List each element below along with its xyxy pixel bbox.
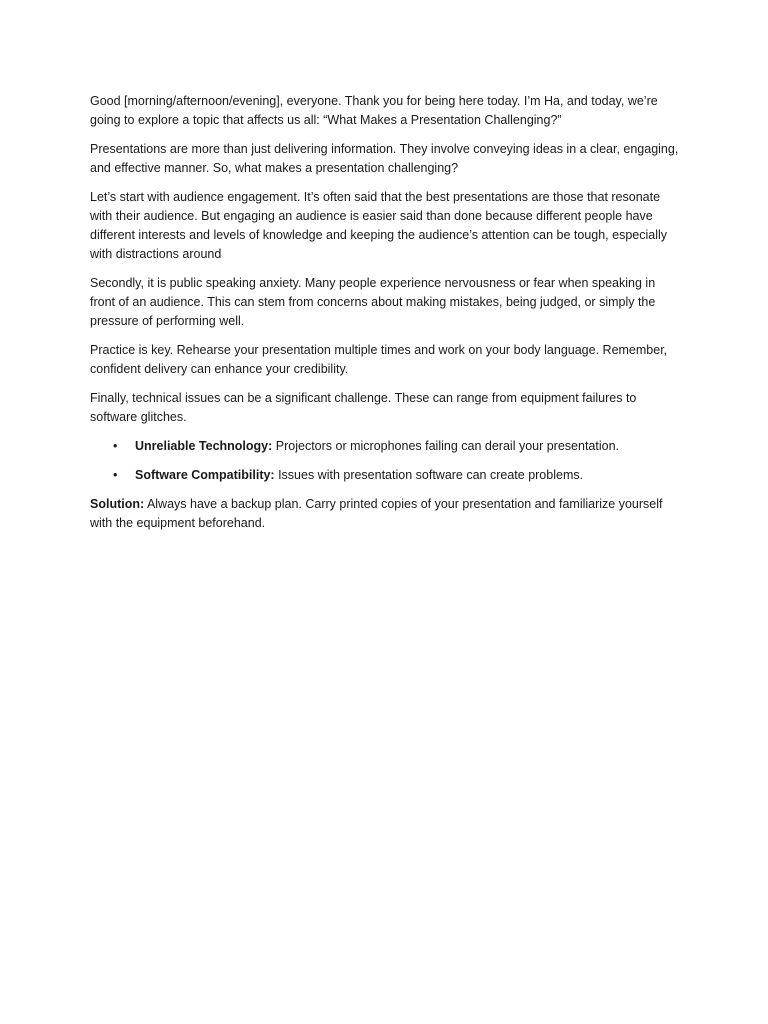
paragraph-practice: Practice is key. Rehearse your presentation multiple times and work on your body language. Remember, confident delivery can enhance your credibility. [90, 343, 668, 376]
paragraph-presentations: Presentations are more than just delivering information. They involve conveying ideas in a clear, engaging, and effective manner. So, what makes a presentation challenging? [90, 142, 679, 175]
solution-label: Solution: [90, 497, 145, 511]
bullet-text: Projectors or microphones failing can derail your presentation. [272, 439, 620, 453]
bullet-icon: • [113, 468, 118, 482]
technical-issues-list [90, 437, 680, 485]
paragraph-audience-engagement: Let’s start with audience engagement. It’s often said that the best presentations are those that resonate with their audience. But engaging an audience is easier said than done because different people have different interests and levels of knowledge and keeping the audience’s attention can be tough, especially with distractions around [90, 190, 668, 261]
bullet-label: Unreliable Technology: [135, 439, 273, 453]
paragraph-solution [90, 495, 680, 533]
bullet-label: Software Compatibility: [135, 468, 275, 482]
paragraph-technical-issues: Finally, technical issues can be a significant challenge. These can range from equipment failures to software glitches. [90, 391, 637, 424]
bullet-text: Issues with presentation software can create problems. [274, 468, 584, 482]
document-page [90, 92, 680, 543]
paragraph-speaking-anxiety: Secondly, it is public speaking anxiety. Many people experience nervousness or fear when speaking in front of an audience. This can stem from concerns about making mistakes, being judged, or simply the pressure of performing well. [90, 276, 656, 328]
bullet-icon: • [113, 439, 118, 453]
list-item-software-compatibility [90, 466, 680, 485]
solution-text: Always have a backup plan. Carry printed copies of your presentation and familiarize yourself with the equipment beforehand. [90, 497, 663, 530]
list-item-unreliable-technology [90, 437, 680, 456]
paragraph-intro: Good [morning/afternoon/evening], everyone. Thank you for being here today. I’m Ha, and today, we’re going to explore a topic that affects us all: “What Makes a Presentation Challenging?” [90, 94, 658, 127]
